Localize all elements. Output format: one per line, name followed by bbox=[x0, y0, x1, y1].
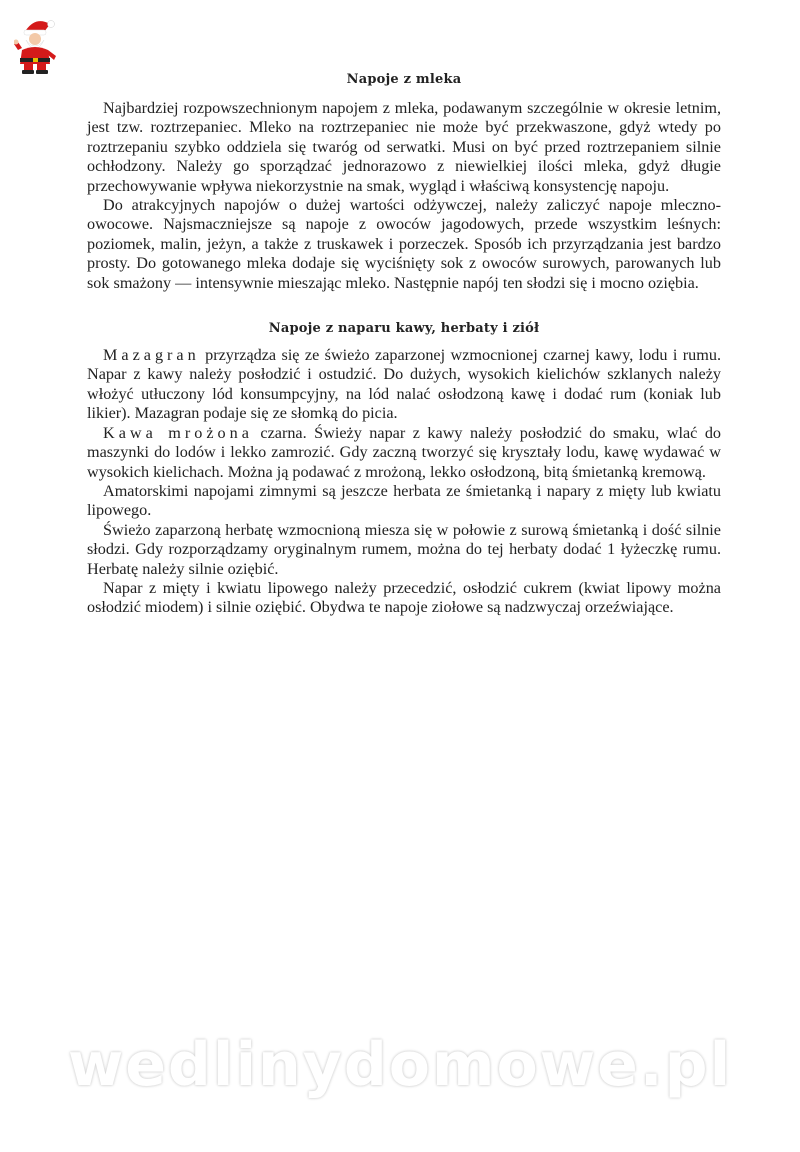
document-page bbox=[87, 72, 721, 618]
iced-coffee-text: czarna. Świeży napar z kawy należy posłodzić do smaku, wlać do maszynki do lodów i lekko zamrozić. Gdy zaczną tworzyć się kryształy lodu, kawę wydawać w wysokich kielichach. Można ją podawać z mrożoną, lekko osłodzoną, bitą śmietanką kremową. bbox=[87, 423, 722, 481]
paragraph-iced-coffee bbox=[87, 424, 721, 482]
term-mazagran: Mazagran bbox=[103, 346, 200, 365]
paragraph: Amatorskimi napojami zimnymi są jeszcze herbata ze śmietanką i napary z mięty lub kwiatu lipowego. bbox=[87, 481, 721, 520]
section-heading-coffee-tea-herbs: Napoje z naparu kawy, herbaty i ziół bbox=[268, 321, 540, 337]
paragraph: Do atrakcyjnych napojów o dużej wartości odżywczej, należy zaliczyć napoje mleczno-owocowe. Najsmaczniejsze są napoje z owoców jagodowych, przede wszystkim leśnych: poziomek, malin, jeżyn, a także z truskawek i porzeczek. Sposób ich przyrządzania jest bardzo prosty. Do gotowanego mleka dodaje się wyciśnięty sok z owoców surowych, parowanych lub sok smażony — intensywnie mieszając mleko. Następnie napój ten słodzi się i mocno oziębia. bbox=[87, 196, 721, 292]
watermark: wedlinydomowe.pl bbox=[67, 1030, 733, 1100]
paragraph: Świeżo zaparzoną herbatę wzmocnioną miesza się w połowie z surową śmietanką i dość silnie słodzi. Gdy rozporządzamy oryginalnym rumem, można do tej herbaty dodać 1 łyżeczkę rumu. Herbatę należy silnie oziębić. bbox=[87, 520, 721, 578]
santa-icon bbox=[14, 16, 60, 76]
section-heading-milk: Napoje z mleka bbox=[346, 72, 462, 87]
term-iced-coffee: Kawa mrożona bbox=[103, 423, 253, 442]
mazagran-text: przyrządza się ze świeżo zaparzonej wzmocnionej czarnej kawy, lodu i rumu. Napar z kawy należy posłodzić i ostudzić. Do dużych, wysokich kielichów szklanych należy włożyć utłuczony lód konsumpcyjny, na lód nalać osłodzoną kawę i dodać rum (koniak lub likier). Mazagran podaje się ze słomką do picia. bbox=[87, 346, 722, 423]
paragraph: Napar z mięty i kwiatu lipowego należy przecedzić, osłodzić cukrem (kwiat lipowy można osłodzić miodem) i silnie oziębić. Obydwa te napoje ziołowe są nadzwyczaj orzeźwiające. bbox=[87, 578, 721, 617]
paragraph: Najbardziej rozpowszechnionym napojem z mleka, podawanym szczególnie w okresie letnim, jest tzw. roztrzepaniec. Mleko na roztrzepaniec nie może być przekwaszone, gdyż wtedy po roztrzepaniu szybko oddziela się twaróg od serwatki. Musi on być przed roztrzepaniem silnie ochłodzony. Należy go sporządzać jednorazowo z niewielkiej ilości mleka, gdyż długie przechowywanie wpływa niekorzystnie na smak, wygląd i właściwą konsystencję napoju. bbox=[87, 99, 721, 195]
paragraph-mazagran bbox=[87, 346, 721, 424]
